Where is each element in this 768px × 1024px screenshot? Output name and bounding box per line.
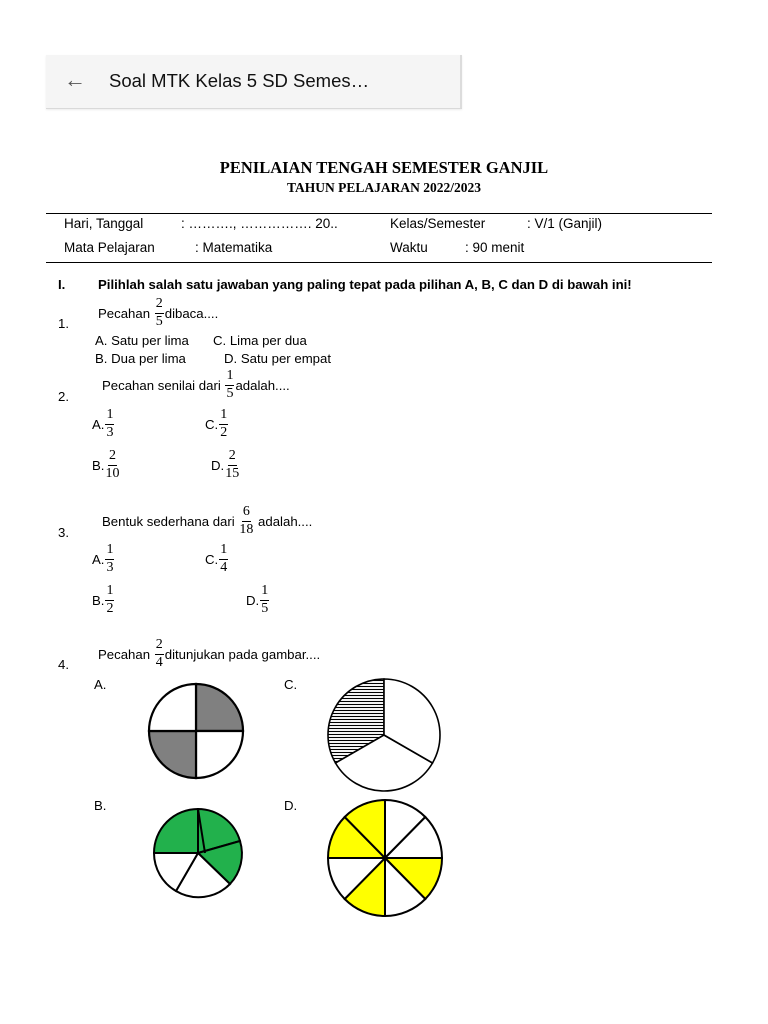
q3-d-fraction bbox=[260, 584, 269, 616]
circle-b bbox=[151, 806, 245, 900]
q2-post: adalah.... bbox=[235, 377, 290, 393]
q2-b-den: 10 bbox=[105, 466, 120, 481]
q3-c-fraction bbox=[219, 543, 228, 575]
q4-c-label: C. bbox=[284, 677, 298, 692]
circle-a-top-left bbox=[149, 684, 196, 731]
q3-option-b bbox=[92, 584, 115, 616]
info-top-rule bbox=[46, 213, 712, 214]
day-label: Hari, Tanggal bbox=[64, 216, 144, 231]
q1-number: 1. bbox=[58, 316, 69, 331]
q2-a-num: 1 bbox=[105, 408, 114, 425]
q3-option-a bbox=[92, 543, 115, 575]
q3-a-num: 1 bbox=[105, 543, 114, 560]
q1-option-d: D. Satu per empat bbox=[224, 351, 332, 366]
q3-option-d bbox=[246, 584, 270, 616]
q4-frac-num: 2 bbox=[155, 638, 164, 655]
section-instruction: Pilihlah salah satu jawaban yang paling tepat pada pilihan A, B, C dan D di bawah ini! bbox=[98, 277, 632, 292]
q2-option-c bbox=[205, 408, 229, 440]
q4-number: 4. bbox=[58, 657, 69, 672]
q4-pre: Pecahan bbox=[98, 646, 151, 662]
info-bottom-rule bbox=[46, 262, 712, 263]
q2-fraction bbox=[225, 369, 234, 401]
q1-option-b: B. Dua per lima bbox=[95, 351, 186, 366]
q1-fraction bbox=[155, 297, 164, 329]
q3-b-num: 1 bbox=[105, 584, 114, 601]
q3-b-den: 2 bbox=[106, 601, 114, 616]
q3-d-label: D. bbox=[246, 592, 260, 608]
circle-a bbox=[146, 681, 246, 781]
document-title: Soal MTK Kelas 5 SD Semes… bbox=[109, 70, 370, 91]
q2-b-fraction bbox=[105, 449, 119, 481]
q2-frac-den: 5 bbox=[226, 386, 234, 401]
time-value: : 90 menit bbox=[465, 240, 525, 255]
q3-d-num: 1 bbox=[260, 584, 269, 601]
q1-frac-den: 5 bbox=[155, 314, 163, 329]
q2-a-den: 3 bbox=[106, 425, 114, 440]
q2-stem bbox=[102, 369, 290, 401]
exam-title: PENILAIAN TENGAH SEMESTER GANJIL bbox=[219, 158, 549, 177]
exam-subtitle: TAHUN PELAJARAN 2022/2023 bbox=[286, 180, 481, 195]
q2-option-b bbox=[92, 449, 120, 481]
q4-post: ditunjukan pada gambar.... bbox=[164, 646, 321, 662]
arrow-left-icon[interactable]: ← bbox=[64, 67, 86, 92]
app-bar bbox=[46, 55, 462, 109]
q2-b-num: 2 bbox=[108, 449, 117, 466]
q2-c-fraction bbox=[219, 408, 228, 440]
q4-a-label: A. bbox=[94, 677, 107, 692]
q1-option-a: A. Satu per lima bbox=[95, 333, 189, 348]
q3-stem bbox=[102, 505, 312, 537]
q3-c-num: 1 bbox=[219, 543, 228, 560]
q3-post: adalah.... bbox=[258, 513, 313, 529]
q3-frac-den: 18 bbox=[239, 522, 254, 537]
q3-number: 3. bbox=[58, 525, 69, 540]
q2-d-label: D. bbox=[211, 457, 225, 473]
q3-c-label: C. bbox=[205, 551, 219, 567]
q1-option-c: C. Lima per dua bbox=[213, 333, 307, 348]
q4-frac-den: 4 bbox=[155, 655, 163, 670]
q3-pre: Bentuk sederhana dari bbox=[102, 513, 235, 529]
q2-d-num: 2 bbox=[228, 449, 237, 466]
q3-b-label: B. bbox=[92, 592, 105, 608]
q2-a-label: A. bbox=[92, 416, 105, 432]
q1-frac-num: 2 bbox=[155, 297, 164, 314]
q3-fraction bbox=[239, 505, 253, 537]
circle-b-green-top-left bbox=[154, 809, 198, 853]
q1-post: dibaca.... bbox=[164, 305, 219, 321]
q3-c-den: 4 bbox=[220, 560, 228, 575]
q4-stem bbox=[98, 638, 320, 670]
q3-b-fraction bbox=[105, 584, 114, 616]
circle-d bbox=[326, 797, 444, 919]
q2-d-fraction bbox=[225, 449, 239, 481]
q2-option-a bbox=[92, 408, 115, 440]
circle-a-shaded-bottom-left bbox=[149, 731, 196, 778]
q2-c-den: 2 bbox=[220, 425, 228, 440]
q2-frac-num: 1 bbox=[225, 369, 234, 386]
q1-stem bbox=[98, 297, 218, 329]
q2-d-den: 15 bbox=[225, 466, 240, 481]
class-label: Kelas/Semester bbox=[390, 216, 486, 231]
q1-pre: Pecahan bbox=[98, 305, 151, 321]
q4-fraction bbox=[155, 638, 164, 670]
time-label: Waktu bbox=[390, 240, 428, 255]
q3-option-c bbox=[205, 543, 229, 575]
q3-a-den: 3 bbox=[106, 560, 114, 575]
q3-frac-num: 6 bbox=[242, 505, 251, 522]
q2-number: 2. bbox=[58, 389, 69, 404]
circle-a-shaded-top-right bbox=[196, 684, 243, 731]
circle-a-bottom-right bbox=[196, 731, 243, 778]
q2-c-label: C. bbox=[205, 416, 219, 432]
q4-b-label: B. bbox=[94, 798, 107, 813]
q2-a-fraction bbox=[105, 408, 114, 440]
circle-c bbox=[325, 676, 443, 794]
app-bar-edge bbox=[460, 55, 462, 108]
q3-a-label: A. bbox=[92, 551, 105, 567]
class-value: : V/1 (Ganjil) bbox=[527, 216, 603, 231]
q2-c-num: 1 bbox=[219, 408, 228, 425]
day-value: : ………., ……………. 20.. bbox=[181, 216, 338, 231]
q3-d-den: 5 bbox=[261, 601, 269, 616]
subject-value: : Matematika bbox=[195, 240, 273, 255]
q4-d-label: D. bbox=[284, 798, 298, 813]
section-number: I. bbox=[58, 277, 66, 292]
q3-a-fraction bbox=[105, 543, 114, 575]
q2-pre: Pecahan senilai dari bbox=[102, 377, 221, 393]
subject-label: Mata Pelajaran bbox=[64, 240, 155, 255]
q2-option-d bbox=[211, 449, 240, 481]
q2-b-label: B. bbox=[92, 457, 105, 473]
